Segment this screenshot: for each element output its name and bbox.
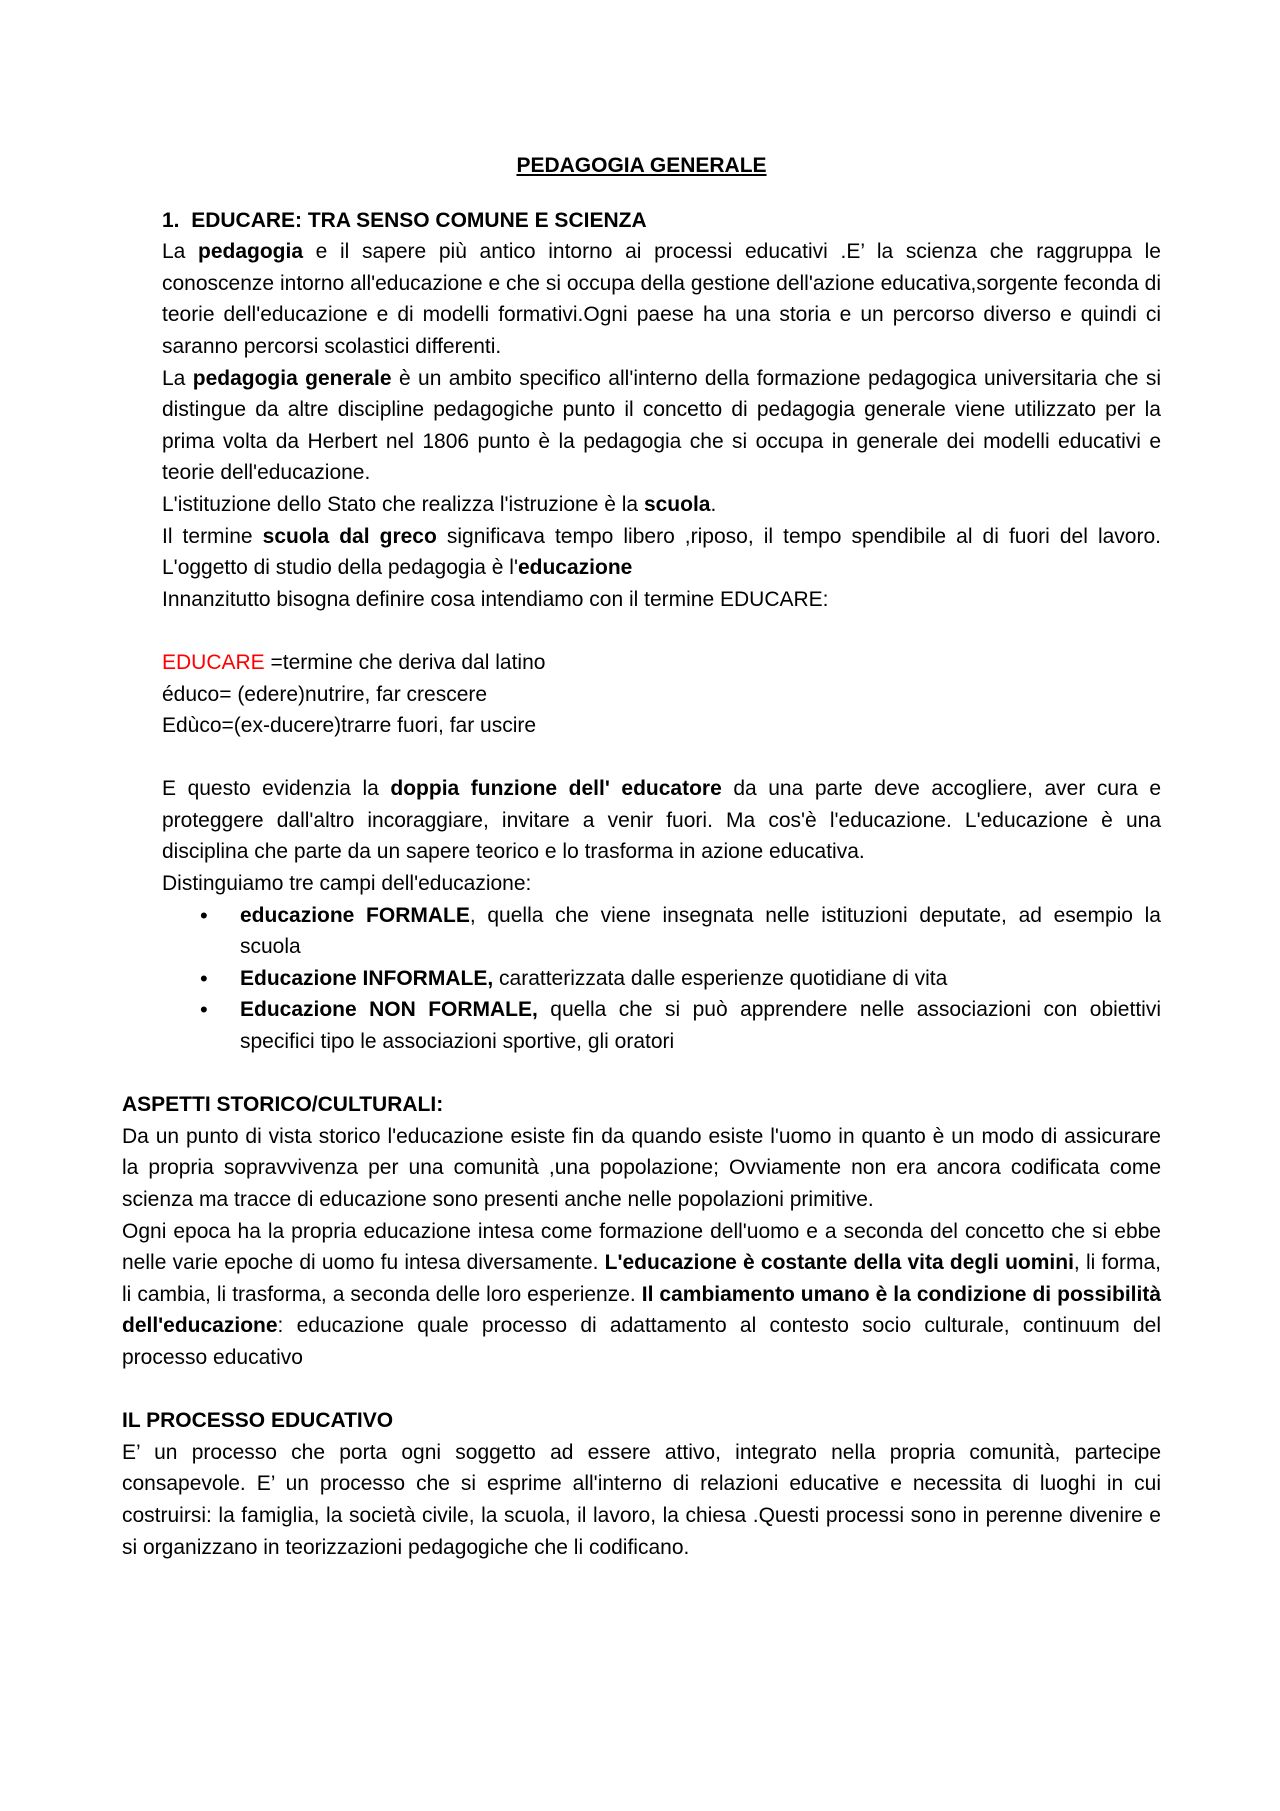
bold-term: doppia funzione dell' educatore (390, 777, 722, 801)
bold-term: Educazione NON FORMALE, (240, 998, 538, 1022)
text-run: significava tempo libero ,riposo, il tempo spendibile al di fuori del lavoro. L'oggetto di studio della pedagogia è l' (162, 524, 1161, 580)
text-run: : educazione quale processo di adattamento al contesto socio culturale, continuum del processo educativo (122, 1314, 1161, 1369)
bold-term: L'educazione è costante della vita degli uomini (604, 1251, 1074, 1275)
text-run: Ogni epoca ha la propria educazione intesa come formazione dell'uomo e a seconda del concetto che si ebbe nelle varie epoche di uomo fu intesa diversamente. (122, 1219, 1161, 1275)
section-heading-educare (162, 205, 1161, 237)
paragraph-definire: Innanzitutto bisogna definire cosa intendiamo con il termine EDUCARE: (162, 587, 829, 611)
text-run: L'istituzione dello Stato che realizza l'istruzione è la (162, 492, 644, 516)
text-run: La (162, 240, 199, 264)
bold-term: Educazione INFORMALE, (240, 966, 494, 990)
section-heading-aspetti: ASPETTI STORICO/CULTURALI: (122, 1093, 444, 1117)
list-item (162, 994, 1161, 1057)
etymology-line-3: Edùco=(ex-ducere)trarre fuori, far uscire (162, 714, 537, 738)
bold-term: scuola (643, 492, 711, 516)
bold-term: pedagogia generale (192, 366, 392, 390)
blank-line (162, 742, 1161, 774)
blank-line (122, 1058, 1161, 1090)
bold-term: scuola dal greco (262, 524, 437, 548)
paragraph-processo: E’ un processo che porta ogni soggetto ad essere attivo, integrato nella propria comunità, partecipe consapevole. E’ un processo che si esprime all'interno di relazioni educative e necessita di luoghi in cui costruirsi: la famiglia, la società civile, la scuola, il lavoro, la chiesa .Questi processi sono in perenne divenire e si organizzano in teorizzazioni pedagogiche che li codificano. (122, 1440, 1161, 1559)
section-educare (122, 205, 1161, 1058)
section-aspetti-storici (122, 1089, 1161, 1373)
etymology-line-2: éduco= (edere)nutrire, far crescere (162, 682, 488, 706)
text-run: . (710, 492, 717, 516)
text-run: La (162, 366, 193, 390)
text-run: caratterizzata dalle esperienze quotidiane di vita (493, 966, 948, 990)
paragraph-epoca (122, 1216, 1161, 1374)
bold-term: Il cambiamento umano è la condizione di possibilità dell'educazione (122, 1282, 1161, 1338)
bullet-icon: • (200, 965, 208, 991)
blank-line (162, 615, 1161, 647)
paragraph-tre-campi: Distinguiamo tre campi dell'educazione: (162, 872, 532, 896)
paragraph-pedagogia-generale (162, 363, 1161, 489)
text-run: è un ambito specifico all'interno della formazione pedagogica universitaria che si distingue da altre discipline pedagogiche punto il concetto di pedagogia generale viene utilizzato per la prima volta da Herbert nel 1806 punto è la pedagogia che si occupa in generale dei modelli educativi e teorie dell'educazione. (162, 366, 1161, 485)
paragraph-scuola (162, 489, 1161, 521)
section-heading-text: EDUCARE: TRA SENSO COMUNE E SCIENZA (191, 208, 647, 232)
paragraph-doppia-funzione (162, 773, 1161, 868)
document-body (122, 150, 1161, 1563)
text-run: , quella che viene insegnata nelle istituzioni deputate, ad esempio la scuola (240, 903, 1161, 959)
text-run: quella che si può apprendere nelle associazioni con obiettivi specifici tipo le associazioni sportive, gli oratori (240, 998, 1161, 1054)
list-item (162, 963, 1161, 995)
education-fields-list (162, 900, 1161, 1058)
text-run: =termine che deriva dal latino (264, 650, 546, 674)
bold-term: educazione (517, 556, 633, 580)
section-number: 1. (162, 208, 180, 232)
educare-red-term: EDUCARE (162, 650, 265, 674)
section-heading-processo: IL PROCESSO EDUCATIVO (122, 1409, 394, 1433)
section-processo-educativo (122, 1405, 1161, 1563)
page-title: PEDAGOGIA GENERALE (516, 154, 767, 177)
bold-term: educazione FORMALE (240, 903, 470, 927)
list-item (162, 900, 1161, 963)
text-run: , li forma, li cambia, li trasforma, a seconda delle loro esperienze. (122, 1251, 1161, 1306)
text-run: Il termine (162, 524, 263, 548)
etymology-line-1 (162, 647, 1161, 679)
text-run: da una parte deve accogliere, aver cura e proteggere dall'altro incoraggiare, invitare a venir fuori. Ma cos'è l'educazione. L'educazione è una disciplina che parte da un sapere teorico e lo trasforma in azione educativa. (162, 777, 1162, 864)
text-run: e il sapere più antico intorno ai processi educativi .E’ la scienza che raggruppa le conoscenze intorno all'educazione e che si occupa della gestione dell'azione educativa,sorgente feconda di teorie dell'educazione e di modelli formativi.Ogni paese ha una storia e un percorso diverso e quindi ci saranno percorsi scolastici differenti. (162, 240, 1161, 358)
paragraph-termine-scuola (162, 521, 1161, 584)
blank-line (122, 1374, 1161, 1406)
bullet-icon: • (200, 997, 208, 1023)
text-run: E questo evidenzia la (162, 777, 391, 801)
paragraph-pedagogia (162, 236, 1161, 362)
paragraph-storico: Da un punto di vista storico l'educazione esiste fin da quando esiste l'uomo in quanto è un modo di assicurare la propria sopravvivenza per una comunità ,una popolazione; Ovviamente non era ancora codificata come scienza ma tracce di educazione sono presenti anche nelle popolazioni primitive. (122, 1124, 1161, 1211)
bold-term: pedagogia (198, 240, 304, 264)
bullet-icon: • (200, 902, 208, 928)
